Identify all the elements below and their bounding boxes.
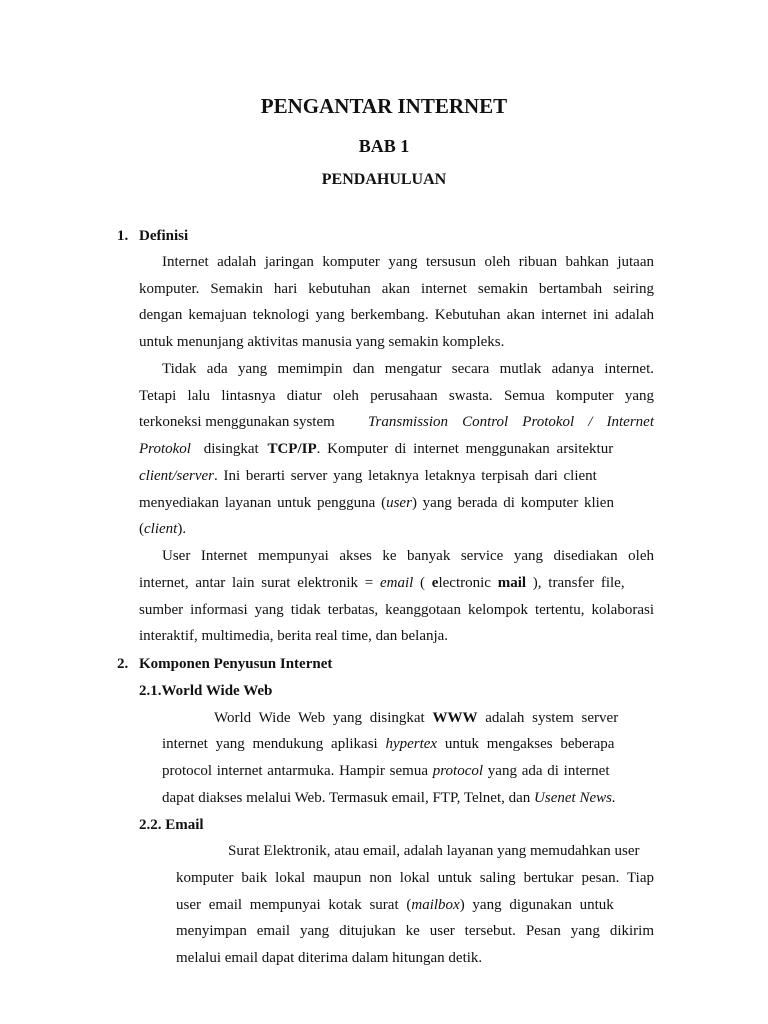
- term-usenet-news: Usenet News.: [534, 790, 616, 806]
- para-text: (: [420, 575, 426, 591]
- para-line: User Internet mempunyai akses ke banyak service yang disediakan oleh: [162, 548, 654, 564]
- section-1-number: 1.: [117, 228, 129, 244]
- chapter-title: PENDAHULUAN: [321, 171, 447, 188]
- term-protocol: protocol: [432, 763, 484, 779]
- para-line: komputer. Semakin hari kebutuhan akan internet semakin bertambah seiring: [139, 281, 654, 297]
- document-title: PENGANTAR INTERNET: [260, 94, 508, 118]
- section-2-number: 2.: [117, 656, 129, 672]
- section-1-heading: Definisi: [139, 228, 189, 244]
- para-text: World Wide Web yang disingkat: [214, 710, 425, 726]
- term-client: client: [144, 521, 178, 537]
- term-email: email: [379, 575, 414, 591]
- para-text: menyediakan layanan untuk pengguna (: [139, 495, 387, 511]
- subsection-2-2-heading: 2.2. Email: [139, 817, 204, 833]
- para-text: . Komputer di internet menggunakan arsitektur: [316, 441, 614, 457]
- term-www: WWW: [432, 710, 478, 726]
- para-line: Internet adalah jaringan komputer yang tersusun oleh ribuan bahkan jutaan: [162, 254, 654, 270]
- para-text: ) yang digunakan untuk: [459, 897, 614, 913]
- section-2-heading: Komponen Penyusun Internet: [139, 656, 333, 672]
- para-line: komputer baik lokal maupun non lokal untuk saling bertukar pesan. Tiap: [176, 870, 654, 886]
- term-mailbox: mailbox: [411, 897, 460, 913]
- para-text: . Ini berarti server yang letaknya letaknya terpisah dari client: [213, 468, 597, 484]
- para-line: interaktif, multimedia, berita real time, dan belanja.: [139, 628, 449, 644]
- term-protokol: Protokol: [139, 441, 191, 457]
- term-mail: mail: [497, 575, 527, 591]
- letter-e: e: [431, 575, 439, 591]
- para-line: menyimpan email yang ditujukan ke user tersebut. Pesan yang dikirim: [176, 923, 654, 939]
- para-text: user email mempunyai kotak surat (: [176, 897, 412, 913]
- para-text: internet yang mendukung aplikasi: [162, 736, 378, 752]
- chapter-number: BAB 1: [358, 136, 410, 156]
- term-hypertex: hypertex: [385, 736, 438, 752]
- para-text: (: [139, 521, 144, 537]
- para-text: lectronic: [438, 575, 491, 591]
- subsection-2-1-heading: 2.1.World Wide Web: [139, 683, 273, 699]
- para-text: protocol internet antarmuka. Hampir semua: [162, 763, 428, 779]
- para-text: ).: [177, 521, 187, 537]
- para-text: ), transfer file,: [532, 575, 625, 591]
- para-line: Surat Elektronik, atau email, adalah layanan yang memudahkan user: [228, 843, 640, 859]
- term-client-server: client/server: [139, 468, 214, 484]
- para-text: adalah system server: [485, 710, 619, 726]
- para-text: yang ada di internet: [487, 763, 610, 779]
- para-line: untuk menunjang aktivitas manusia yang semakin kompleks.: [139, 334, 505, 350]
- para-text: internet, antar lain surat elektronik =: [139, 575, 374, 591]
- para-line: melalui email dapat diterima dalam hitungan detik.: [176, 950, 483, 966]
- para-line: sumber informasi yang tidak terbatas, keanggotaan kelompok tertentu, kolaborasi: [139, 602, 654, 618]
- para-text: untuk mengakses beberapa: [444, 736, 615, 752]
- para-text: disingkat: [203, 441, 259, 457]
- para-text: ) yang berada di komputer klien: [411, 495, 614, 511]
- term-tcp-ip: TCP/IP: [267, 441, 317, 457]
- para-line: Tidak ada yang memimpin dan mengatur secara mutlak adanya internet.: [162, 361, 654, 377]
- para-line: dengan kemajuan teknologi yang berkembang. Kebutuhan akan internet ini adalah: [139, 307, 654, 323]
- para-line: terkoneksi menggunakan system: [139, 414, 335, 430]
- term-user: user: [386, 495, 412, 511]
- para-line: Tetapi lalu lintasnya diatur oleh perusahaan swasta. Semua komputer yang: [139, 388, 654, 404]
- term-tcp-ip-full: Transmission Control Protokol / Internet: [368, 414, 654, 430]
- para-text: dapat diakses melalui Web. Termasuk email, FTP, Telnet, dan: [162, 790, 531, 806]
